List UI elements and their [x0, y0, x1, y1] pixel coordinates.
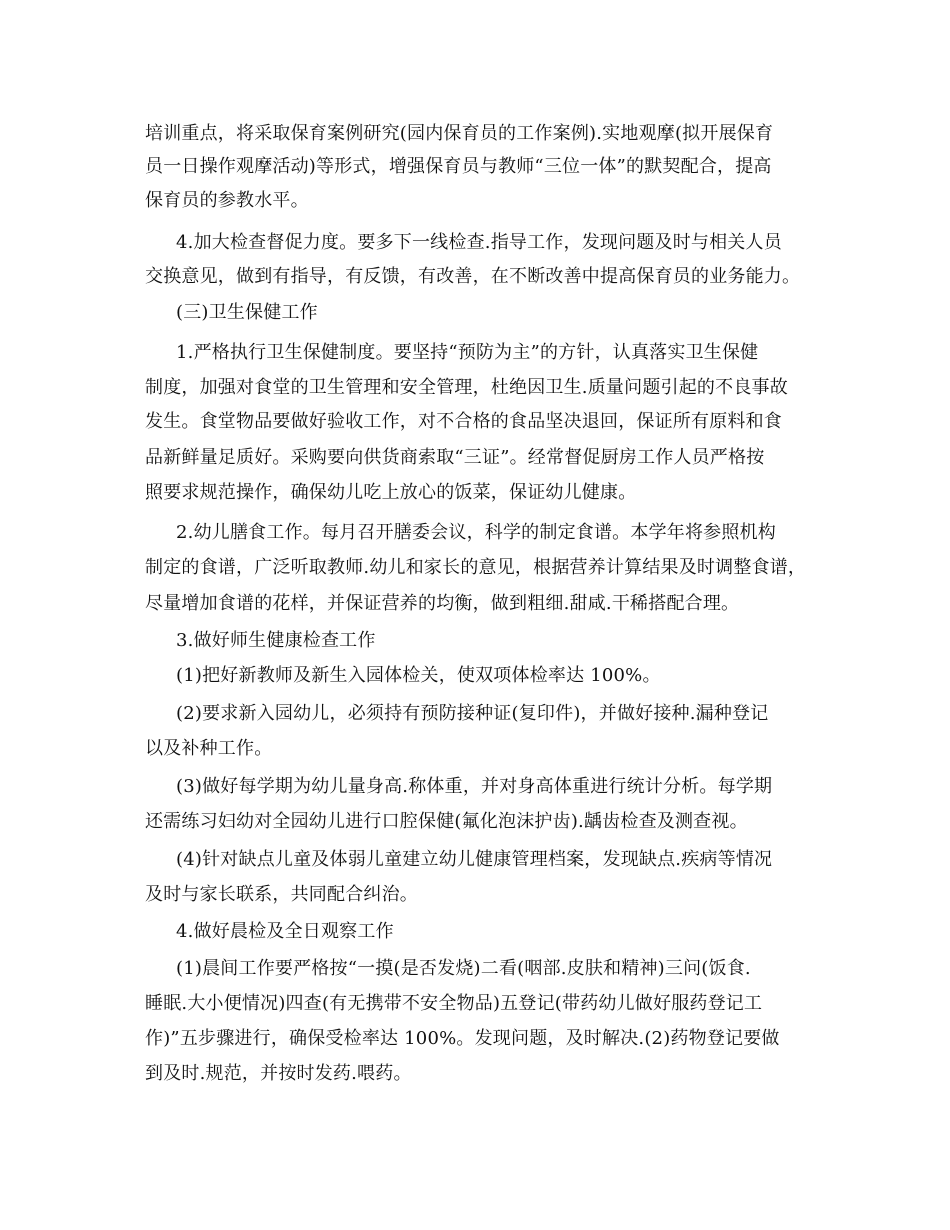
text-line: 及时与家长联系，共同配合纠治。 — [145, 884, 418, 905]
text-line: 制度，加强对食堂的卫生管理和安全管理，杜绝因卫生.质量问题引起的不良事故 — [145, 377, 788, 398]
text-line: (4)针对缺点儿童及体弱儿童建立幼儿健康管理档案，发现缺点.疾病等情况 — [176, 849, 773, 870]
text-line: (1)晨间工作要严格按“一摸(是否发烧)二看(咽部.皮肤和精神)三问(饭食. — [176, 958, 751, 979]
text-line: 4.做好晨检及全日观察工作 — [176, 921, 394, 942]
section-heading: (三)卫生保健工作 — [176, 302, 318, 323]
text-line: 以及补种工作。 — [145, 738, 273, 759]
text-line: 到及时.规范，并按时发药.喂药。 — [145, 1063, 412, 1084]
text-line: 3.做好师生健康检查工作 — [176, 630, 376, 651]
text-line: (3)做好每学期为幼儿量身高.称体重，并对身高体重进行统计分析。每学期 — [176, 776, 773, 797]
text-line: 照要求规范操作，确保幼儿吃上放心的饭菜，保证幼儿健康。 — [145, 482, 637, 503]
text-line: (1)把好新教师及新生入园体检关，使双项体检率达 100%。 — [176, 665, 661, 686]
text-line: (2)要求新入园幼儿，必须持有预防接种证(复印件)，并做好接种.漏种登记 — [176, 703, 769, 724]
text-line: 制定的食谱，广泛听取教师.幼儿和家长的意见，根据营养计算结果及时调整食谱， — [145, 557, 807, 578]
text-line: 员一日操作观摩活动)等形式，增强保育员与教师“三位一体”的默契配合，提高 — [145, 156, 772, 177]
text-line: 1.严格执行卫生保健制度。要坚持“预防为主”的方针，认真落实卫生保健 — [176, 342, 759, 363]
text-line: 睡眠.大小便情况)四查(有无携带不安全物品)五登记(带药幼儿做好服药登记工 — [145, 993, 763, 1014]
text-line: 4.加大检查督促力度。要多下一线检查.指导工作，发现问题及时与相关人员 — [176, 232, 782, 253]
text-line: 发生。食堂物品要做好验收工作，对不合格的食品坚决退回，保证所有原料和食 — [145, 411, 782, 432]
text-line: 尽量增加食谱的花样，并保证营养的均衡，做到粗细.甜咸.干稀搭配合理。 — [145, 593, 740, 614]
text-line: 品新鲜量足质好。采购要向供货商索取“三证”。经常督促厨房工作人员严格按 — [145, 447, 765, 468]
text-line: 2.幼儿膳食工作。每月召开膳委会议，科学的制定食谱。本学年将参照机构 — [176, 522, 776, 543]
text-line: 保育员的参教水平。 — [145, 190, 309, 211]
text-line: 作)”五步骤进行，确保受检率达 100%。发现问题，及时解决.(2)药物登记要做 — [145, 1028, 780, 1049]
text-line: 交换意见，做到有指导，有反馈，有改善，在不断改善中提高保育员的业务能力。 — [145, 266, 801, 287]
text-line: 培训重点，将采取保育案例研究(园内保育员的工作案例).实地观摩(拟开展保育 — [145, 123, 774, 144]
text-line: 还需练习妇幼对全园幼儿进行口腔保健(氟化泡沫护齿).龋齿检查及测查视。 — [145, 811, 748, 832]
